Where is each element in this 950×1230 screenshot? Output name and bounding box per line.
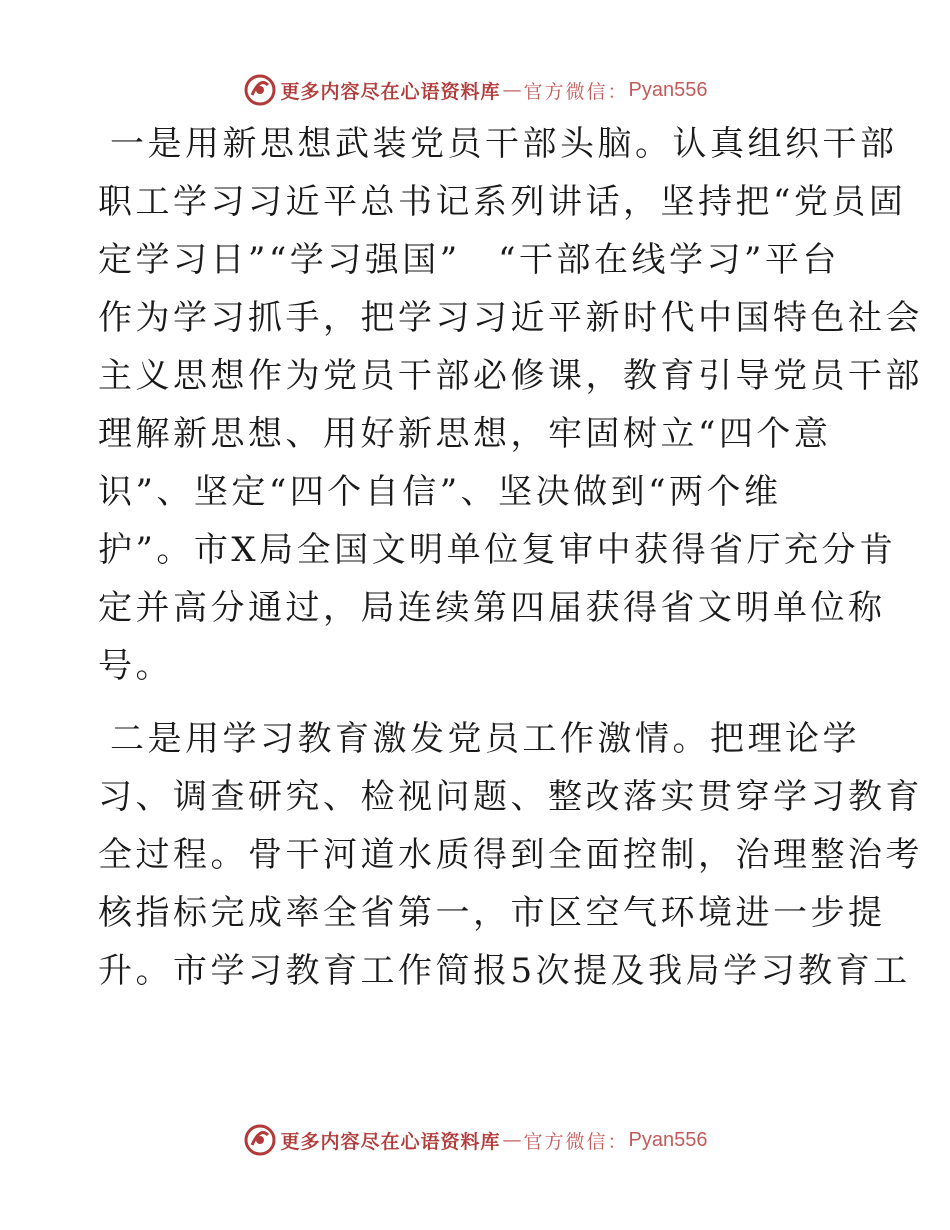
text-line: 主义思想作为党员干部必修课，教育引导党员干部 xyxy=(98,356,923,396)
text-line: 号。 xyxy=(98,646,173,686)
paragraph-2 xyxy=(98,710,923,1000)
banner-text: 更多内容尽在心语资料库 xyxy=(280,80,501,103)
brand-logo-icon xyxy=(243,1123,277,1157)
text-line: 习、调查研究、检视问题、整改落实贯穿学习教育 xyxy=(98,777,923,817)
banner-separator: — xyxy=(502,79,522,101)
banner-wechat-label: 官方微信： xyxy=(523,1130,629,1153)
paragraph-gap xyxy=(98,695,858,710)
banner-wechat-id: Pyan556 xyxy=(628,78,708,101)
text-line: 识”、坚定“四个自信”、坚决做到“两个维 xyxy=(98,472,782,512)
text-line: 定学习日”“学习强国” “干部在线学习”平台 xyxy=(98,240,840,280)
document-body xyxy=(98,115,923,1000)
text-line: 护”。市X局全国文明单位复审中获得省厅充分肯 xyxy=(98,530,897,570)
text-line: 升。市学习教育工作简报5次提及我局学习教育工 xyxy=(98,951,911,991)
text-line: 核指标完成率全省第一，市区空气环境进一步提 xyxy=(98,893,886,933)
text-line: 一是用新思想武装党员干部头脑。认真组织干部 xyxy=(110,124,898,164)
text-line: 职工学习习近平总书记系列讲话，坚持把“党员固 xyxy=(98,182,907,222)
text-line: 作为学习抓手，把学习习近平新时代中国特色社会 xyxy=(98,298,923,338)
banner-separator: — xyxy=(502,1129,522,1151)
text-line: 全过程。骨干河道水质得到全面控制，治理整治考 xyxy=(98,835,923,875)
text-line: 定并高分通过，局连续第四届获得省文明单位称 xyxy=(98,588,886,628)
brand-logo-icon xyxy=(243,73,277,107)
banner-wechat-id: Pyan556 xyxy=(628,1128,708,1151)
text-line: 二是用学习教育激发党员工作激情。把理论学 xyxy=(110,719,860,759)
header-banner xyxy=(0,70,950,110)
banner-text: 更多内容尽在心语资料库 xyxy=(280,1130,501,1153)
banner-wechat-label: 官方微信： xyxy=(523,80,629,103)
text-line: 理解新思想、用好新思想，牢固树立“四个意 xyxy=(98,414,832,454)
paragraph-1 xyxy=(98,115,923,695)
footer-banner xyxy=(0,1120,950,1160)
